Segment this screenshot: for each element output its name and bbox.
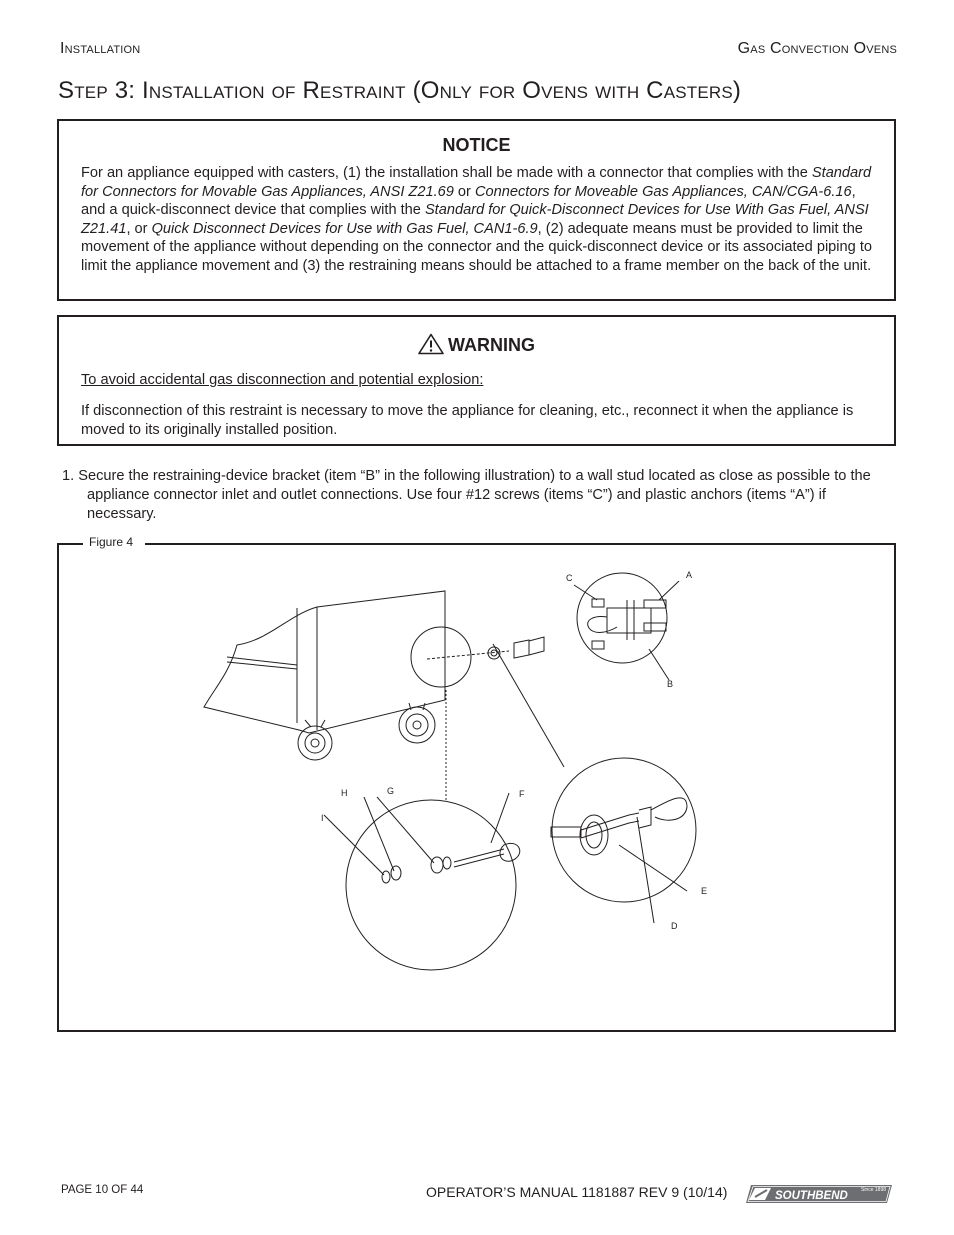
page-title: Step 3: Installation of Restraint (Only for Ovens with Casters)	[58, 77, 742, 104]
callout-d: D	[671, 921, 678, 931]
running-header-title: Gas Convection Ovens	[737, 40, 897, 57]
notice-text-5: , (2) adequate means must be provided to limit the movement of the appliance without depending on the connector and the quick-disconnect device or its associated piping to limit the appliance movement and (3) the restraining means should be attached to a frame member on the back of the unit.	[81, 220, 872, 274]
notice-text-3: , and a quick-disconnect device that complies with the	[81, 183, 856, 219]
restraint-illustration	[59, 545, 894, 1030]
warning-lead: To avoid accidental gas disconnection and potential explosion:	[81, 372, 484, 388]
logo-wordmark: SOUTHBEND	[775, 1190, 848, 1202]
running-header-section: Installation	[60, 40, 141, 57]
footer-page-number: PAGE 10 OF 44	[61, 1184, 144, 1196]
oven-drawing	[204, 591, 445, 760]
detail-circle-disconnect	[552, 758, 696, 902]
callout-a: A	[686, 570, 693, 580]
step-1-instruction: 1. Secure the restraining-device bracket (item “B” in the following illustration) to a wall stud located as close as possible to the appliance connector inlet and outlet connections. Use four #12 screws (items “C”) and plastic anchors (items “A”) if necessary.	[62, 468, 871, 522]
notice-text-4: , or	[126, 220, 152, 237]
southbend-logo-icon	[745, 1183, 893, 1210]
callout-g: G	[387, 786, 395, 796]
callout-h: H	[341, 788, 348, 798]
figure-label: Figure 4	[83, 535, 145, 549]
callout-e: E	[701, 886, 708, 896]
notice-standard-can-cga-616: Connectors for Moveable Gas Appliances, CAN/CGA-6.16	[474, 183, 852, 200]
notice-text	[81, 164, 881, 276]
warning-heading: WARNING	[448, 335, 535, 355]
warning-box	[57, 315, 896, 446]
notice-standard-can1-69: Quick Disconnect Devices for Use with Gas Fuel, CAN1-6.9	[151, 220, 538, 237]
warning-heading-row	[59, 333, 894, 356]
logo-since-text: Since 1898	[861, 1187, 887, 1193]
notice-text-2: or	[453, 183, 475, 200]
notice-standard-ansi-z2169: Standard for Connectors for Movable Gas Appliances, ANSI Z21.69	[81, 165, 872, 200]
warning-triangle-icon	[418, 333, 444, 355]
notice-standard-ansi-z2141: Standard for Quick-Disconnect Devices for Use With Gas Fuel, ANSI Z21.41	[81, 202, 869, 237]
callout-b: B	[667, 679, 674, 689]
notice-text-1: For an appliance equipped with casters, (1) the installation shall be made with a connector that complies with the	[81, 165, 812, 181]
detail-circle-bracket	[577, 573, 667, 663]
detail-circle-small	[411, 627, 471, 687]
notice-box	[57, 119, 896, 301]
callout-f: F	[519, 789, 525, 799]
notice-heading: NOTICE	[442, 135, 511, 155]
footer-manual-id: OPERATOR’S MANUAL 1181887 REV 9 (10/14)	[426, 1184, 728, 1200]
warning-body: If disconnection of this restraint is necessary to move the appliance for cleaning, etc., reconnect it when the appliance is moved to its originally installed position.	[81, 403, 854, 438]
figure-4-frame	[57, 535, 896, 1032]
callout-c: C	[566, 573, 573, 583]
right-caster-wheel	[399, 707, 435, 743]
callout-i: I	[321, 813, 324, 823]
detail-circle-hardware	[346, 800, 516, 970]
